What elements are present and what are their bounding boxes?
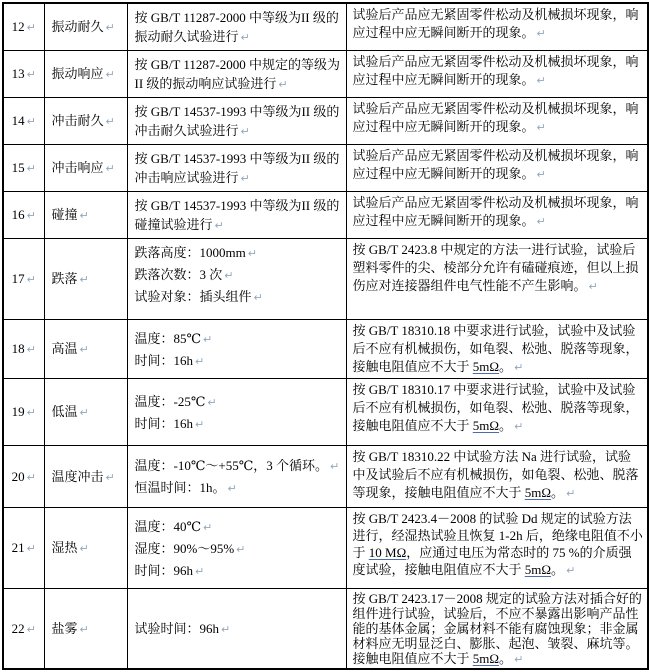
test-conditions-cell: [127, 145, 346, 192]
test-name: 振动响应: [51, 66, 104, 81]
paragraph-mark-icon: ↵: [240, 125, 250, 138]
requirement-text: 试验后产品应无紧固零件松动及机械损坏现象，响应过程中应无瞬间断开的现象。: [352, 54, 639, 87]
test-name: 冲击响应: [51, 160, 104, 175]
requirement-text: 按 GB/T 18310.18 中要求进行试验，试验中及试验后不应有机械损伤，如龟裂、松弛、脱落等现象，接触电阻值应不大于 5mΩ。: [352, 323, 639, 374]
condition-line: [135, 517, 342, 537]
test-name: 跌落: [51, 271, 78, 286]
test-name: 盐雾: [51, 620, 78, 636]
test-spec-table-body: [3, 3, 648, 669]
condition-line: [135, 149, 342, 188]
paragraph-mark-icon: ↵: [536, 27, 546, 40]
condition-line: [135, 478, 342, 498]
paragraph-mark-icon: ↵: [26, 273, 36, 286]
condition-text: 温度：-10℃～+55℃，3 个循环。: [134, 458, 328, 473]
test-conditions-cell: [127, 51, 346, 98]
row-number-cell: [3, 320, 44, 379]
paragraph-mark-icon: ↵: [588, 280, 598, 293]
requirement-text: 试验后产品应无紧固零件松动及机械损坏现象，响应过程中应无瞬间断开的现象。: [352, 101, 639, 134]
test-name: 振动耐久: [51, 19, 104, 34]
requirement-text: 按 GB/T 2423.17－2008 规定的试验方法对插合好的组件进行试验，试验后，不应不暴露出影响产品性能的基体金属；金属材料不能有腐蚀现象；非金属材料应无明显泛白、膨胀、起泡、皱裂、麻坑等。接触电阻值应不大于 5mΩ。: [352, 591, 642, 666]
table-row: [3, 145, 648, 192]
row-number: 21: [11, 540, 25, 555]
table-row: [3, 379, 648, 446]
row-number-cell: [3, 98, 44, 145]
paragraph-mark-icon: ↵: [566, 564, 576, 577]
row-number: 19: [11, 404, 25, 419]
paragraph-mark-icon: ↵: [79, 622, 89, 636]
test-requirement-cell: [346, 320, 648, 379]
paragraph-mark-icon: ↵: [214, 219, 224, 232]
condition-text: 按 GB/T 14537-1993 中等级为II 级的碰撞试验进行: [134, 198, 340, 232]
condition-text: 按 GB/T 11287-2000 中规定的等级为II 级的振动响应试验进行: [134, 57, 340, 91]
paragraph-mark-icon: ↵: [26, 406, 36, 419]
condition-text: 按 GB/T 11287-2000 中等级为II 级的振动耐久试验进行: [134, 10, 339, 44]
test-conditions-cell: [127, 3, 346, 51]
condition-line: [135, 329, 342, 349]
paragraph-mark-icon: ↵: [79, 542, 89, 555]
condition-line: [135, 561, 342, 581]
test-requirement-cell: [346, 3, 648, 51]
paragraph-mark-icon: ↵: [330, 460, 340, 473]
row-number: 13: [11, 66, 25, 81]
condition-line: [135, 55, 342, 94]
paragraph-mark-icon: ↵: [26, 68, 36, 81]
table-row: [3, 508, 648, 589]
paragraph-mark-icon: ↵: [227, 482, 237, 495]
paragraph-mark-icon: ↵: [26, 622, 36, 636]
condition-text: 时间：16h: [134, 352, 194, 368]
requirement-text: 试验后产品应无紧固零件松动及机械损坏现象，响应过程中应无瞬间断开的现象。: [352, 7, 639, 40]
row-number: 17: [11, 271, 25, 286]
paragraph-mark-icon: ↵: [195, 417, 205, 431]
test-requirement-cell: [346, 446, 648, 508]
test-requirement-cell: [346, 379, 648, 446]
paragraph-mark-icon: ↵: [105, 470, 115, 484]
condition-line: [135, 392, 342, 412]
test-name: 碰撞: [51, 207, 78, 222]
paragraph-mark-icon: ↵: [240, 172, 250, 185]
condition-text: 跌落高度：1000mm: [134, 245, 246, 260]
test-requirement-cell: [346, 98, 648, 145]
test-name-cell: [44, 320, 127, 379]
paragraph-mark-icon: ↵: [26, 470, 36, 484]
condition-text: 湿度：90%～95%: [134, 540, 235, 556]
test-name: 温度冲击: [51, 468, 104, 484]
test-requirement-cell: [346, 192, 648, 239]
paragraph-mark-icon: ↵: [536, 121, 546, 134]
row-number-cell: [3, 379, 44, 446]
condition-line: [135, 287, 342, 307]
paragraph-mark-icon: ↵: [536, 74, 546, 87]
test-conditions-cell: [127, 589, 346, 670]
test-conditions-cell: [127, 320, 346, 379]
test-conditions-cell: [127, 98, 346, 145]
paragraph-mark-icon: ↵: [253, 291, 263, 304]
row-number-cell: [3, 192, 44, 239]
row-number: 14: [11, 113, 25, 128]
table-row: [3, 589, 648, 670]
paragraph-mark-icon: ↵: [514, 653, 524, 666]
paragraph-mark-icon: ↵: [26, 209, 36, 222]
row-number-cell: [3, 3, 44, 51]
paragraph-mark-icon: ↵: [221, 623, 231, 636]
paragraph-mark-icon: ↵: [195, 354, 205, 368]
test-spec-table: [2, 2, 649, 670]
table-row: [3, 51, 648, 98]
condition-line: [135, 539, 342, 559]
test-name: 冲击耐久: [51, 113, 104, 128]
paragraph-mark-icon: ↵: [224, 269, 234, 282]
condition-text: 试验对象：插头组件: [134, 289, 252, 304]
paragraph-mark-icon: ↵: [105, 162, 115, 175]
paragraph-mark-icon: ↵: [203, 332, 213, 346]
row-number: 12: [11, 19, 25, 34]
paragraph-mark-icon: ↵: [105, 21, 115, 34]
test-name-cell: [44, 239, 127, 320]
condition-text: 温度：40℃: [134, 518, 202, 534]
table-row: [3, 3, 648, 51]
test-name-cell: [44, 589, 127, 670]
paragraph-mark-icon: ↵: [207, 395, 217, 409]
row-number-cell: [3, 239, 44, 320]
row-number: 15: [11, 160, 25, 175]
condition-line: [135, 351, 342, 371]
test-name-cell: [44, 3, 127, 51]
condition-text: 温度：85℃: [134, 330, 202, 346]
condition-text: 温度：-25℃: [134, 393, 206, 409]
paragraph-mark-icon: ↵: [514, 361, 524, 374]
condition-line: [135, 456, 342, 476]
test-conditions-cell: [127, 192, 346, 239]
paragraph-mark-icon: ↵: [79, 209, 89, 222]
condition-text: 恒温时间：1h。: [134, 480, 226, 495]
test-requirement-cell: [346, 589, 648, 670]
condition-line: [135, 196, 342, 235]
row-number: 18: [11, 341, 25, 356]
paragraph-mark-icon: ↵: [105, 115, 115, 128]
test-conditions-cell: [127, 446, 346, 508]
test-name: 湿热: [51, 540, 78, 555]
condition-text: 跌落次数：3 次: [134, 267, 223, 282]
row-number: 16: [11, 207, 25, 222]
row-number: 20: [11, 468, 25, 484]
test-conditions-cell: [127, 379, 346, 446]
condition-line: [135, 8, 342, 47]
requirement-text: 按 GB/T 2423.8 中规定的方法一进行试验，试验后塑料零件的尖、棱部分允许有磕碰痕迹，但以上损伤应对连接器组件电气性能不产生影响。: [352, 242, 639, 293]
paragraph-mark-icon: ↵: [240, 31, 250, 44]
test-name-cell: [44, 379, 127, 446]
test-name-cell: [44, 51, 127, 98]
requirement-text: 按 GB/T 2423.4－2008 的试验 Dd 规定的试验方法进行，经湿热试验且恢复 1-2h 后，绝缘电阻值不小于 10 MΩ，应通过电压为常态时的 75 %的介质强度试验，接触电阻值应不大于 5mΩ。: [352, 511, 643, 577]
condition-line: [135, 414, 342, 434]
paragraph-mark-icon: ↵: [236, 542, 246, 556]
paragraph-mark-icon: ↵: [514, 420, 524, 433]
table-row: [3, 192, 648, 239]
requirement-text: 按 GB/T 18310.22 中试验方法 Na 进行试验，试验中及试验后不应有机械损伤，如龟裂、松弛、脱落等现象，接触电阻值应不大于 5mΩ。: [352, 449, 639, 500]
paragraph-mark-icon: ↵: [278, 78, 288, 91]
test-conditions-cell: [127, 508, 346, 589]
condition-line: [135, 102, 342, 141]
test-name: 高温: [51, 341, 78, 356]
condition-text: 按 GB/T 14537-1993 中等级为II 级的冲击响应试验进行: [134, 151, 340, 185]
row-number-cell: [3, 51, 44, 98]
condition-text: 试验时间：96h: [134, 621, 220, 636]
paragraph-mark-icon: ↵: [536, 215, 546, 228]
row-number-cell: [3, 446, 44, 508]
test-name-cell: [44, 98, 127, 145]
paragraph-mark-icon: ↵: [105, 68, 115, 81]
paragraph-mark-icon: ↵: [79, 343, 89, 356]
test-name: 低温: [51, 404, 78, 419]
row-number: 22: [11, 620, 25, 636]
test-name-cell: [44, 446, 127, 508]
test-name-cell: [44, 192, 127, 239]
test-requirement-cell: [346, 51, 648, 98]
test-requirement-cell: [346, 239, 648, 320]
paragraph-mark-icon: ↵: [195, 564, 205, 578]
test-requirement-cell: [346, 145, 648, 192]
condition-line: [135, 243, 342, 263]
table-row: [3, 98, 648, 145]
paragraph-mark-icon: ↵: [203, 520, 213, 534]
test-conditions-cell: [127, 239, 346, 320]
test-requirement-cell: [346, 508, 648, 589]
paragraph-mark-icon: ↵: [26, 162, 36, 175]
table-row: [3, 446, 648, 508]
paragraph-mark-icon: ↵: [79, 406, 89, 419]
paragraph-mark-icon: ↵: [247, 247, 257, 260]
paragraph-mark-icon: ↵: [79, 273, 89, 286]
requirement-text: 试验后产品应无紧固零件松动及机械损坏现象，响应过程中应无瞬间断开的现象。: [352, 148, 639, 181]
condition-text: 时间：16h: [134, 415, 194, 431]
test-name-cell: [44, 508, 127, 589]
paragraph-mark-icon: ↵: [26, 21, 36, 34]
condition-text: 按 GB/T 14537-1993 中等级为II 级的冲击耐久试验进行: [134, 104, 340, 138]
paragraph-mark-icon: ↵: [26, 542, 36, 555]
table-row: [3, 239, 648, 320]
condition-text: 时间：96h: [134, 562, 194, 578]
test-name-cell: [44, 145, 127, 192]
condition-line: [135, 265, 342, 285]
requirement-text: 试验后产品应无紧固零件松动及机械损坏现象，响应过程中应无瞬间断开的现象。: [352, 195, 639, 228]
paragraph-mark-icon: ↵: [26, 115, 36, 128]
paragraph-mark-icon: ↵: [536, 168, 546, 181]
condition-line: [135, 619, 342, 639]
table-row: [3, 320, 648, 379]
paragraph-mark-icon: ↵: [26, 343, 36, 356]
row-number-cell: [3, 145, 44, 192]
paragraph-mark-icon: ↵: [566, 487, 576, 500]
requirement-text: 按 GB/T 18310.17 中要求进行试验，试验中及试验后不应有机械损伤，如龟裂、松弛、脱落等现象，接触电阻值应不大于 5mΩ。: [352, 382, 639, 433]
row-number-cell: [3, 589, 44, 670]
row-number-cell: [3, 508, 44, 589]
